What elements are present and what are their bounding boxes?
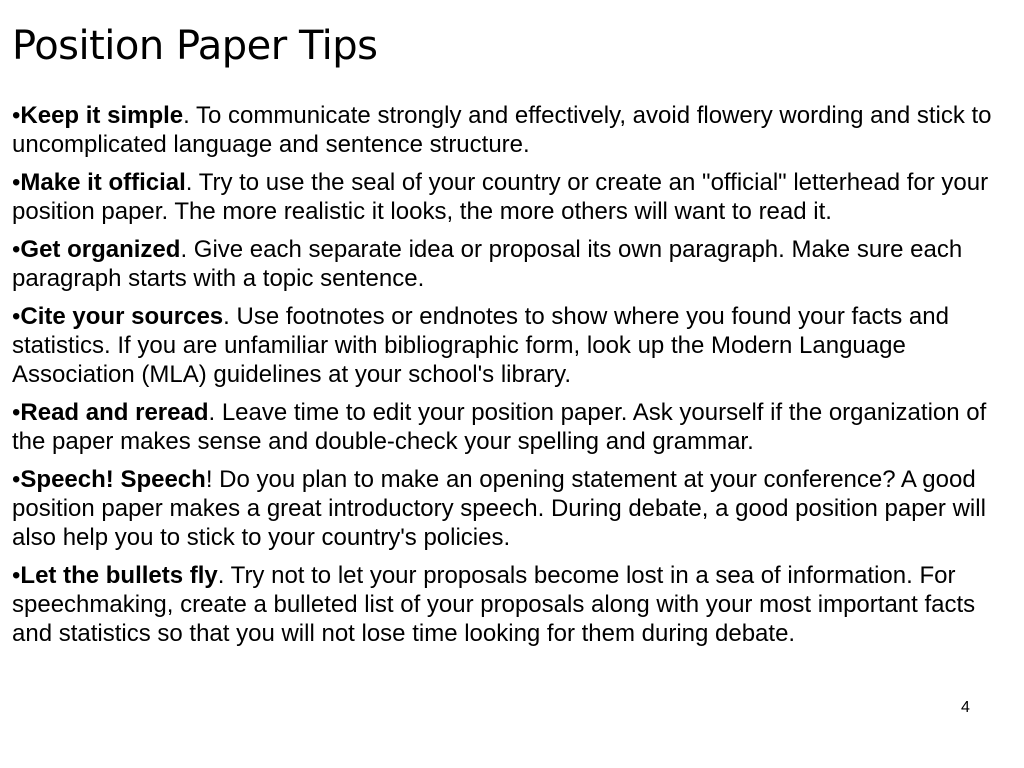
bullet-marker: • [12, 399, 21, 426]
tip-separator: . [223, 303, 230, 330]
tip-get-organized [12, 235, 1016, 293]
slide-title: Position Paper Tips [12, 23, 378, 69]
tip-heading: Read and reread [20, 399, 209, 426]
bullet-marker: • [12, 466, 21, 493]
tip-heading: Speech! Speech [20, 466, 206, 493]
tip-separator: . [208, 399, 216, 426]
tip-separator: . [217, 562, 225, 589]
tip-heading: Keep it simple [20, 102, 184, 129]
tip-heading: Make it official [20, 169, 186, 196]
bullet-marker: • [12, 102, 21, 129]
tip-separator: ! [205, 466, 213, 493]
tip-let-the-bullets-fly [12, 561, 1016, 648]
tip-body: Try not to let your proposals become lost in a sea of information. For speechmaking, create a bulleted list of your proposals along with your most important facts and statistics so that you will not lose time looking for them during debate. [12, 562, 976, 647]
bullet-marker: • [12, 562, 21, 589]
tip-heading: Cite your sources [20, 303, 224, 330]
tips-list [12, 101, 1016, 648]
tip-separator: . [183, 102, 190, 129]
tip-body: Give each separate idea or proposal its own paragraph. Make sure each paragraph starts with a topic sentence. [12, 236, 963, 292]
tip-body: Leave time to edit your position paper. Ask yourself if the organization of the paper makes sense and double-check your spelling and grammar. [12, 399, 987, 455]
bullet-marker: • [12, 236, 21, 263]
bullet-marker: • [12, 303, 21, 330]
tip-keep-it-simple [12, 101, 1016, 159]
tip-heading: Get organized [20, 236, 181, 263]
tip-cite-your-sources [12, 302, 1016, 389]
tip-body: Try to use the seal of your country or create an "official" letterhead for your position paper. The more realistic it looks, the more others will want to read it. [12, 169, 989, 225]
page-number: 4 [961, 699, 970, 716]
tip-separator: . [180, 236, 188, 263]
bullet-marker: • [12, 169, 21, 196]
tip-body: Do you plan to make an opening statement at your conference? A good position paper makes a great introductory speech. During debate, a good position paper will also help you to stick to your country's policies. [12, 466, 986, 551]
tip-heading: Let the bullets fly [20, 562, 218, 589]
tip-speech-speech [12, 465, 1016, 552]
tip-body: To communicate strongly and effectively, avoid flowery wording and stick to uncomplicated language and sentence structure. [12, 102, 992, 158]
tip-separator: . [185, 169, 193, 196]
tip-body: Use footnotes or endnotes to show where you found your facts and statistics. If you are unfamiliar with bibliographic form, look up the Modern Language Association (MLA) guidelines at your school's library. [12, 303, 949, 388]
tip-read-and-reread [12, 398, 1016, 456]
tip-make-it-official [12, 168, 1016, 226]
